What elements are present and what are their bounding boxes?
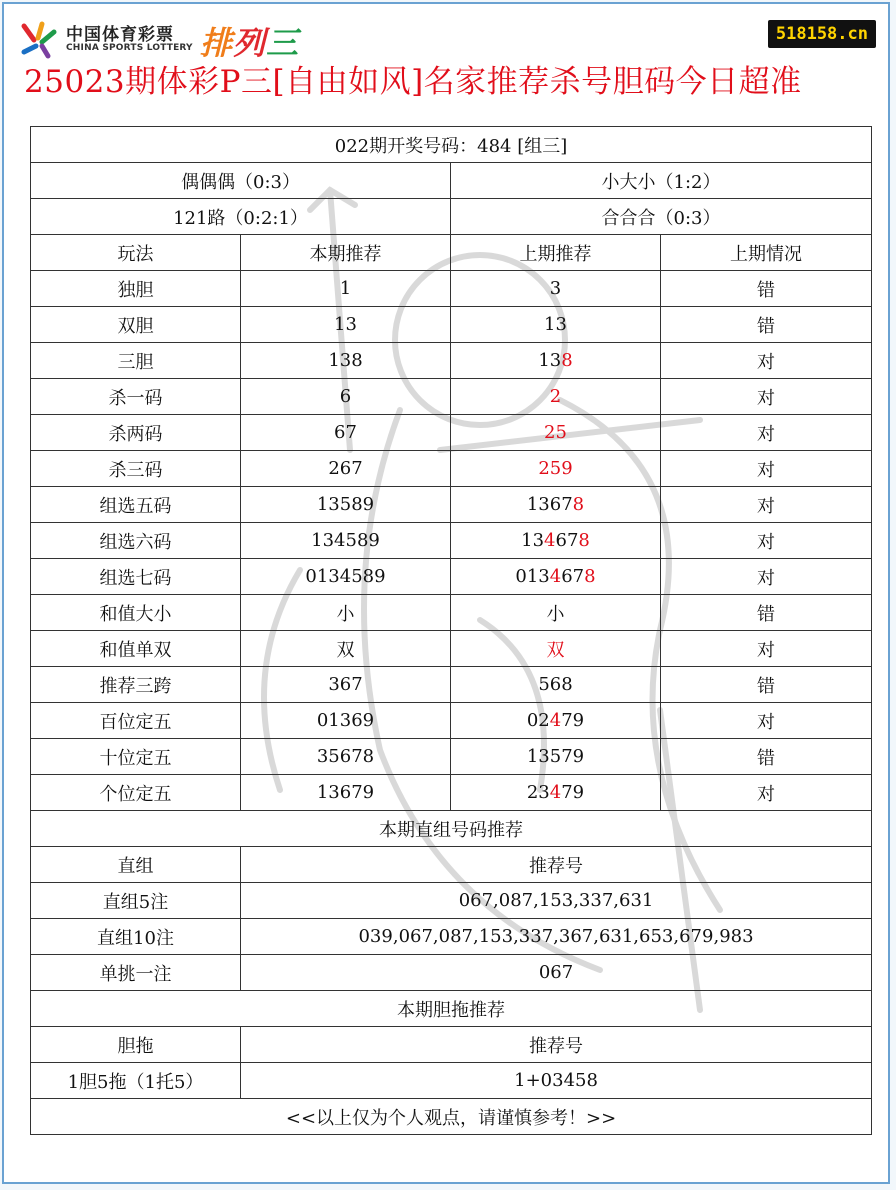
previous-pick-cell xyxy=(451,523,661,559)
result-cell: 对 xyxy=(661,775,872,811)
previous-pick-cell xyxy=(451,595,661,631)
previous-pick-segment: 67 xyxy=(555,530,579,551)
pick-label-cell: 单挑一注 xyxy=(31,955,241,991)
previous-pick-cell xyxy=(451,307,661,343)
previous-pick-cell xyxy=(451,631,661,667)
result-cell: 对 xyxy=(661,703,872,739)
previous-pick-segment: 13 xyxy=(538,350,562,371)
previous-pick-cell xyxy=(451,775,661,811)
result-cell: 错 xyxy=(661,667,872,703)
current-pick-cell: 0134589 xyxy=(241,559,451,595)
table-row xyxy=(31,451,872,487)
result-cell: 错 xyxy=(661,271,872,307)
current-pick-cell: 134589 xyxy=(241,523,451,559)
pick-label-cell: 直组10注 xyxy=(31,919,241,955)
table-row xyxy=(31,271,872,307)
current-pick-cell: 138 xyxy=(241,343,451,379)
previous-pick-segment: 25 xyxy=(544,422,567,443)
previous-pick-cell xyxy=(451,271,661,307)
column-header: 本期推荐 xyxy=(241,235,451,271)
result-cell: 对 xyxy=(661,415,872,451)
play-type-cell: 百位定五 xyxy=(31,703,241,739)
table-row xyxy=(31,343,872,379)
section-header-row xyxy=(31,847,872,883)
previous-pick-segment: 1367 xyxy=(526,494,573,515)
current-pick-cell: 267 xyxy=(241,451,451,487)
previous-pick-cell xyxy=(451,343,661,379)
logo-en-text: CHINA SPORTS LOTTERY xyxy=(66,43,193,53)
result-cell: 错 xyxy=(661,739,872,775)
previous-pick-segment: 4 xyxy=(549,710,562,731)
column-header-row xyxy=(31,235,872,271)
section-header-value: 推荐号 xyxy=(241,847,872,883)
previous-pick-segment: 双 xyxy=(546,639,565,661)
table-row xyxy=(31,631,872,667)
pick-label-cell: 1胆5拖（1托5） xyxy=(31,1063,241,1099)
brand-part: 排 xyxy=(200,24,234,62)
play-type-cell: 双胆 xyxy=(31,307,241,343)
pick-value-cell: 067 xyxy=(241,955,872,991)
previous-pick-cell xyxy=(451,379,661,415)
site-badge: 518158.cn xyxy=(768,20,876,48)
result-cell: 对 xyxy=(661,379,872,415)
lottery-logo-icon xyxy=(18,18,60,60)
previous-pick-segment: 79 xyxy=(561,782,585,803)
column-header: 上期情况 xyxy=(661,235,872,271)
result-cell: 对 xyxy=(661,451,872,487)
current-pick-cell: 35678 xyxy=(241,739,451,775)
previous-pick-segment: 13579 xyxy=(526,746,585,767)
play-type-cell: 三胆 xyxy=(31,343,241,379)
play-type-cell: 个位定五 xyxy=(31,775,241,811)
current-pick-cell: 13679 xyxy=(241,775,451,811)
table-row xyxy=(31,1063,872,1099)
previous-pick-segment: 259 xyxy=(538,458,573,479)
result-cell: 对 xyxy=(661,559,872,595)
previous-pick-segment: 02 xyxy=(526,710,550,731)
pick-value-cell: 067,087,153,337,631 xyxy=(241,883,872,919)
pick-label-cell: 直组5注 xyxy=(31,883,241,919)
table-row xyxy=(31,883,872,919)
table-row xyxy=(31,523,872,559)
section-title: 本期胆拖推荐 xyxy=(31,991,872,1027)
previous-pick-cell xyxy=(451,559,661,595)
table-row xyxy=(31,487,872,523)
current-pick-cell: 13589 xyxy=(241,487,451,523)
composite-stat: 合合合（0:3） xyxy=(451,199,872,235)
previous-pick-segment: 13 xyxy=(521,530,545,551)
result-cell: 对 xyxy=(661,523,872,559)
previous-pick-segment: 79 xyxy=(561,710,585,731)
current-pick-cell: 双 xyxy=(241,631,451,667)
previous-pick-segment: 568 xyxy=(538,674,573,695)
table-row xyxy=(31,559,872,595)
page-title: 25023期体彩P三[自由如风]名家推荐杀号胆码今日超准 xyxy=(24,64,802,100)
size-stat: 小大小（1:2） xyxy=(451,163,872,199)
current-pick-cell: 01369 xyxy=(241,703,451,739)
footer-note: <<以上仅为个人观点，请谨慎参考！>> xyxy=(31,1099,872,1135)
current-pick-cell: 6 xyxy=(241,379,451,415)
previous-pick-segment: 4 xyxy=(549,782,562,803)
recommendation-table xyxy=(30,126,872,1135)
result-cell: 错 xyxy=(661,307,872,343)
section-header-label: 直组 xyxy=(31,847,241,883)
previous-pick-segment: 67 xyxy=(561,566,585,587)
play-type-cell: 杀两码 xyxy=(31,415,241,451)
result-cell: 对 xyxy=(661,487,872,523)
section-title-row xyxy=(31,991,872,1027)
previous-pick-segment: 8 xyxy=(578,530,590,551)
brand-part: 列 xyxy=(233,24,267,62)
previous-pick-segment: 3 xyxy=(549,278,562,299)
play-type-cell: 组选七码 xyxy=(31,559,241,595)
previous-pick-segment: 4 xyxy=(544,530,556,551)
table-row xyxy=(31,919,872,955)
current-pick-cell: 13 xyxy=(241,307,451,343)
play-type-cell: 和值单双 xyxy=(31,631,241,667)
play-type-cell: 推荐三跨 xyxy=(31,667,241,703)
parity-stat: 偶偶偶（0:3） xyxy=(31,163,451,199)
result-cell: 对 xyxy=(661,343,872,379)
table-row xyxy=(31,775,872,811)
previous-pick-segment: 4 xyxy=(549,566,562,587)
current-pick-cell: 367 xyxy=(241,667,451,703)
pick-value-cell: 039,067,087,153,337,367,631,653,679,983 xyxy=(241,919,872,955)
previous-pick-cell xyxy=(451,487,661,523)
previous-pick-segment: 小 xyxy=(546,603,565,625)
section-title-row xyxy=(31,811,872,847)
table-row xyxy=(31,307,872,343)
footer-row xyxy=(31,1099,872,1135)
result-cell: 错 xyxy=(661,595,872,631)
column-header: 玩法 xyxy=(31,235,241,271)
previous-pick-segment: 8 xyxy=(561,350,573,371)
play-type-cell: 组选六码 xyxy=(31,523,241,559)
previous-pick-segment: 23 xyxy=(526,782,550,803)
previous-pick-cell xyxy=(451,667,661,703)
result-cell: 对 xyxy=(661,631,872,667)
draw-result: 022期开奖号码：484 [组三] xyxy=(31,127,872,163)
logo-cn-text: 中国体育彩票 xyxy=(66,25,174,45)
table-row xyxy=(31,379,872,415)
stats-row xyxy=(31,163,872,199)
previous-pick-segment: 2 xyxy=(549,386,562,407)
play-type-cell: 独胆 xyxy=(31,271,241,307)
table-row xyxy=(31,703,872,739)
column-header: 上期推荐 xyxy=(451,235,661,271)
previous-pick-segment: 13 xyxy=(544,314,567,335)
previous-pick-cell xyxy=(451,703,661,739)
table-row xyxy=(31,667,872,703)
current-pick-cell: 1 xyxy=(241,271,451,307)
section-header-value: 推荐号 xyxy=(241,1027,872,1063)
previous-pick-cell xyxy=(451,415,661,451)
previous-pick-segment: 013 xyxy=(515,566,550,587)
stats-row xyxy=(31,199,872,235)
route-stat: 121路（0:2:1） xyxy=(31,199,451,235)
section-header-row xyxy=(31,1027,872,1063)
brand-part: 三 xyxy=(266,24,300,62)
table-row xyxy=(31,595,872,631)
current-pick-cell: 67 xyxy=(241,415,451,451)
table-row xyxy=(31,955,872,991)
section-title: 本期直组号码推荐 xyxy=(31,811,872,847)
table-row xyxy=(31,739,872,775)
play-type-cell: 杀三码 xyxy=(31,451,241,487)
draw-result-row xyxy=(31,127,872,163)
table-row xyxy=(31,415,872,451)
play-type-cell: 十位定五 xyxy=(31,739,241,775)
previous-pick-cell xyxy=(451,739,661,775)
previous-pick-cell xyxy=(451,451,661,487)
section-header-label: 胆拖 xyxy=(31,1027,241,1063)
previous-pick-segment: 8 xyxy=(572,494,585,515)
play-type-cell: 和值大小 xyxy=(31,595,241,631)
previous-pick-segment: 8 xyxy=(584,566,596,587)
play-type-cell: 杀一码 xyxy=(31,379,241,415)
pick-value-cell: 1+03458 xyxy=(241,1063,872,1099)
current-pick-cell: 小 xyxy=(241,595,451,631)
play-type-cell: 组选五码 xyxy=(31,487,241,523)
